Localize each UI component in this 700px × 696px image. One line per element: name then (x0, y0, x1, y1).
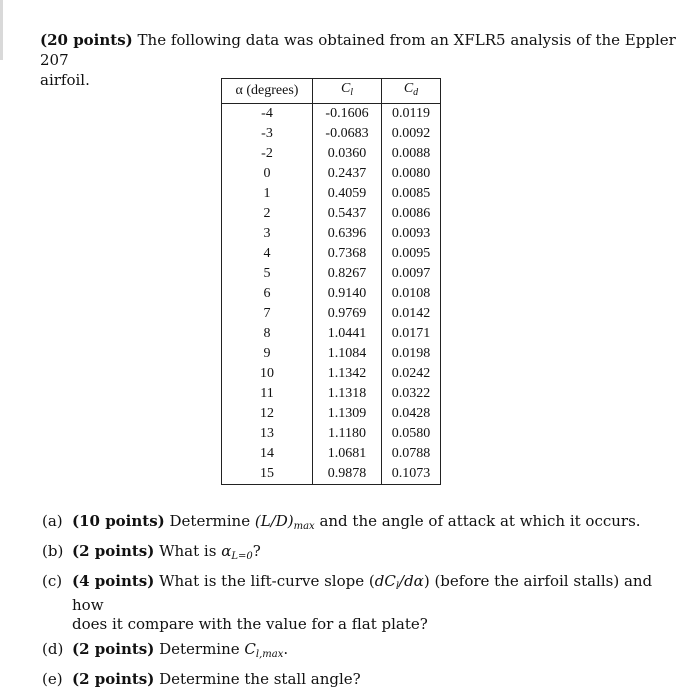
cd-cell: 0.0171 (382, 324, 441, 344)
table-row (222, 284, 441, 304)
question-b (40, 542, 680, 566)
cl-cell: 0.9878 (313, 464, 382, 485)
cd-cell: 0.0119 (382, 104, 441, 125)
question-e-text1: Determine the stall angle? (154, 670, 361, 688)
alpha-cell: 4 (222, 244, 313, 264)
question-b-points: (2 points) (72, 542, 155, 560)
table-row (222, 464, 441, 485)
header-cl-main: C (340, 81, 351, 96)
question-d-text1: Determine (154, 640, 245, 658)
question-c-math-sub: l (395, 581, 400, 592)
table-row (222, 304, 441, 324)
question-b-math: α (221, 542, 232, 560)
alpha-cell: 7 (222, 304, 313, 324)
airfoil-data-table (221, 78, 441, 485)
alpha-cell: 12 (222, 404, 313, 424)
question-c-math2: /dα (399, 572, 424, 590)
alpha-cell: 8 (222, 324, 313, 344)
question-e-points: (2 points) (72, 670, 155, 688)
question-a-label: (a) (42, 512, 63, 530)
problem-points: (20 points) (40, 31, 133, 49)
cd-cell: 0.0142 (382, 304, 441, 324)
cd-cell: 0.0095 (382, 244, 441, 264)
alpha-cell: 6 (222, 284, 313, 304)
cd-cell: 0.0092 (382, 124, 441, 144)
question-c (40, 572, 680, 634)
table-row (222, 404, 441, 424)
cd-cell: 0.0093 (382, 224, 441, 244)
cl-cell: -0.0683 (313, 124, 382, 144)
cd-cell: 0.0097 (382, 264, 441, 284)
table-row (222, 424, 441, 444)
cd-cell: 0.0086 (382, 204, 441, 224)
cl-cell: 0.8267 (313, 264, 382, 284)
table-row (222, 244, 441, 264)
table-row (222, 124, 441, 144)
question-e-label: (e) (42, 670, 63, 688)
header-cl (313, 79, 382, 104)
alpha-cell: 3 (222, 224, 313, 244)
question-d-label: (d) (42, 640, 64, 658)
question-b-math-sub: L=0 (231, 551, 253, 562)
alpha-cell: 2 (222, 204, 313, 224)
cd-cell: 0.0428 (382, 404, 441, 424)
cl-cell: -0.1606 (313, 104, 382, 125)
alpha-cell: 14 (222, 444, 313, 464)
cl-cell: 0.7368 (313, 244, 382, 264)
table-row (222, 144, 441, 164)
table-row (222, 384, 441, 404)
cd-cell: 0.0242 (382, 364, 441, 384)
question-list (40, 512, 680, 695)
cl-cell: 0.4059 (313, 184, 382, 204)
cl-cell: 1.0441 (313, 324, 382, 344)
question-a-text2: and the angle of attack at which it occurs. (314, 512, 641, 530)
question-c-line2: does it compare with the value for a flat plate? (72, 615, 428, 633)
question-a-math-sub: max (293, 521, 315, 532)
header-alpha: α (degrees) (222, 79, 313, 104)
question-b-label: (b) (42, 542, 64, 560)
header-cl-sub: l (350, 87, 354, 98)
question-c-text2: ) (before the airfoil stalls) and how (72, 572, 653, 614)
question-b-text1: What is (154, 542, 222, 560)
table-header-row (222, 79, 441, 104)
table-row (222, 184, 441, 204)
alpha-cell: -3 (222, 124, 313, 144)
table-row (222, 324, 441, 344)
left-margin-rule (0, 0, 3, 60)
question-d (40, 640, 680, 664)
cd-cell: 0.0580 (382, 424, 441, 444)
question-e (40, 670, 680, 689)
question-a-text1: Determine (164, 512, 255, 530)
cd-cell: 0.0085 (382, 184, 441, 204)
question-c-label: (c) (42, 572, 63, 590)
question-d-math-sub: l,max (255, 649, 284, 660)
alpha-cell: 5 (222, 264, 313, 284)
cl-cell: 0.9140 (313, 284, 382, 304)
cd-cell: 0.0788 (382, 444, 441, 464)
cd-cell: 0.0088 (382, 144, 441, 164)
cl-cell: 0.6396 (313, 224, 382, 244)
question-c-math: dC (374, 572, 396, 590)
table-row (222, 264, 441, 284)
alpha-cell: 13 (222, 424, 313, 444)
problem-intro-line2: airfoil. (40, 71, 90, 89)
alpha-cell: 9 (222, 344, 313, 364)
question-d-text2: . (283, 640, 289, 658)
question-c-text1: What is the lift-curve slope ( (154, 572, 375, 590)
table-row (222, 364, 441, 384)
question-d-math: C (244, 640, 256, 658)
cl-cell: 0.2437 (313, 164, 382, 184)
table-row (222, 224, 441, 244)
cd-cell: 0.0108 (382, 284, 441, 304)
alpha-cell: 0 (222, 164, 313, 184)
cl-cell: 0.9769 (313, 304, 382, 324)
question-a-points: (10 points) (72, 512, 165, 530)
cl-cell: 1.1309 (313, 404, 382, 424)
cd-cell: 0.1073 (382, 464, 441, 485)
cl-cell: 1.1180 (313, 424, 382, 444)
cd-cell: 0.0322 (382, 384, 441, 404)
question-a (40, 512, 680, 536)
table-row (222, 344, 441, 364)
header-cd-main: C (403, 81, 414, 96)
table-row (222, 164, 441, 184)
table-body (222, 104, 441, 485)
alpha-cell: 15 (222, 464, 313, 485)
cl-cell: 0.5437 (313, 204, 382, 224)
cl-cell: 0.0360 (313, 144, 382, 164)
alpha-cell: -2 (222, 144, 313, 164)
alpha-cell: 1 (222, 184, 313, 204)
alpha-cell: -4 (222, 104, 313, 125)
question-d-points: (2 points) (72, 640, 155, 658)
header-cd (382, 79, 441, 104)
header-cd-sub: d (413, 87, 419, 98)
cl-cell: 1.1084 (313, 344, 382, 364)
alpha-cell: 11 (222, 384, 313, 404)
question-b-text2: ? (252, 542, 261, 560)
table-row (222, 444, 441, 464)
table-row (222, 204, 441, 224)
cl-cell: 1.0681 (313, 444, 382, 464)
cl-cell: 1.1318 (313, 384, 382, 404)
data-table-wrapper (221, 78, 441, 485)
cl-cell: 1.1342 (313, 364, 382, 384)
table-row (222, 104, 441, 125)
alpha-cell: 10 (222, 364, 313, 384)
cd-cell: 0.0080 (382, 164, 441, 184)
cd-cell: 0.0198 (382, 344, 441, 364)
question-c-points: (4 points) (72, 572, 155, 590)
question-a-math: (L/D) (254, 512, 294, 530)
problem-intro-line1: The following data was obtained from an XFLR5 analysis of the Eppler 207 (40, 31, 676, 69)
